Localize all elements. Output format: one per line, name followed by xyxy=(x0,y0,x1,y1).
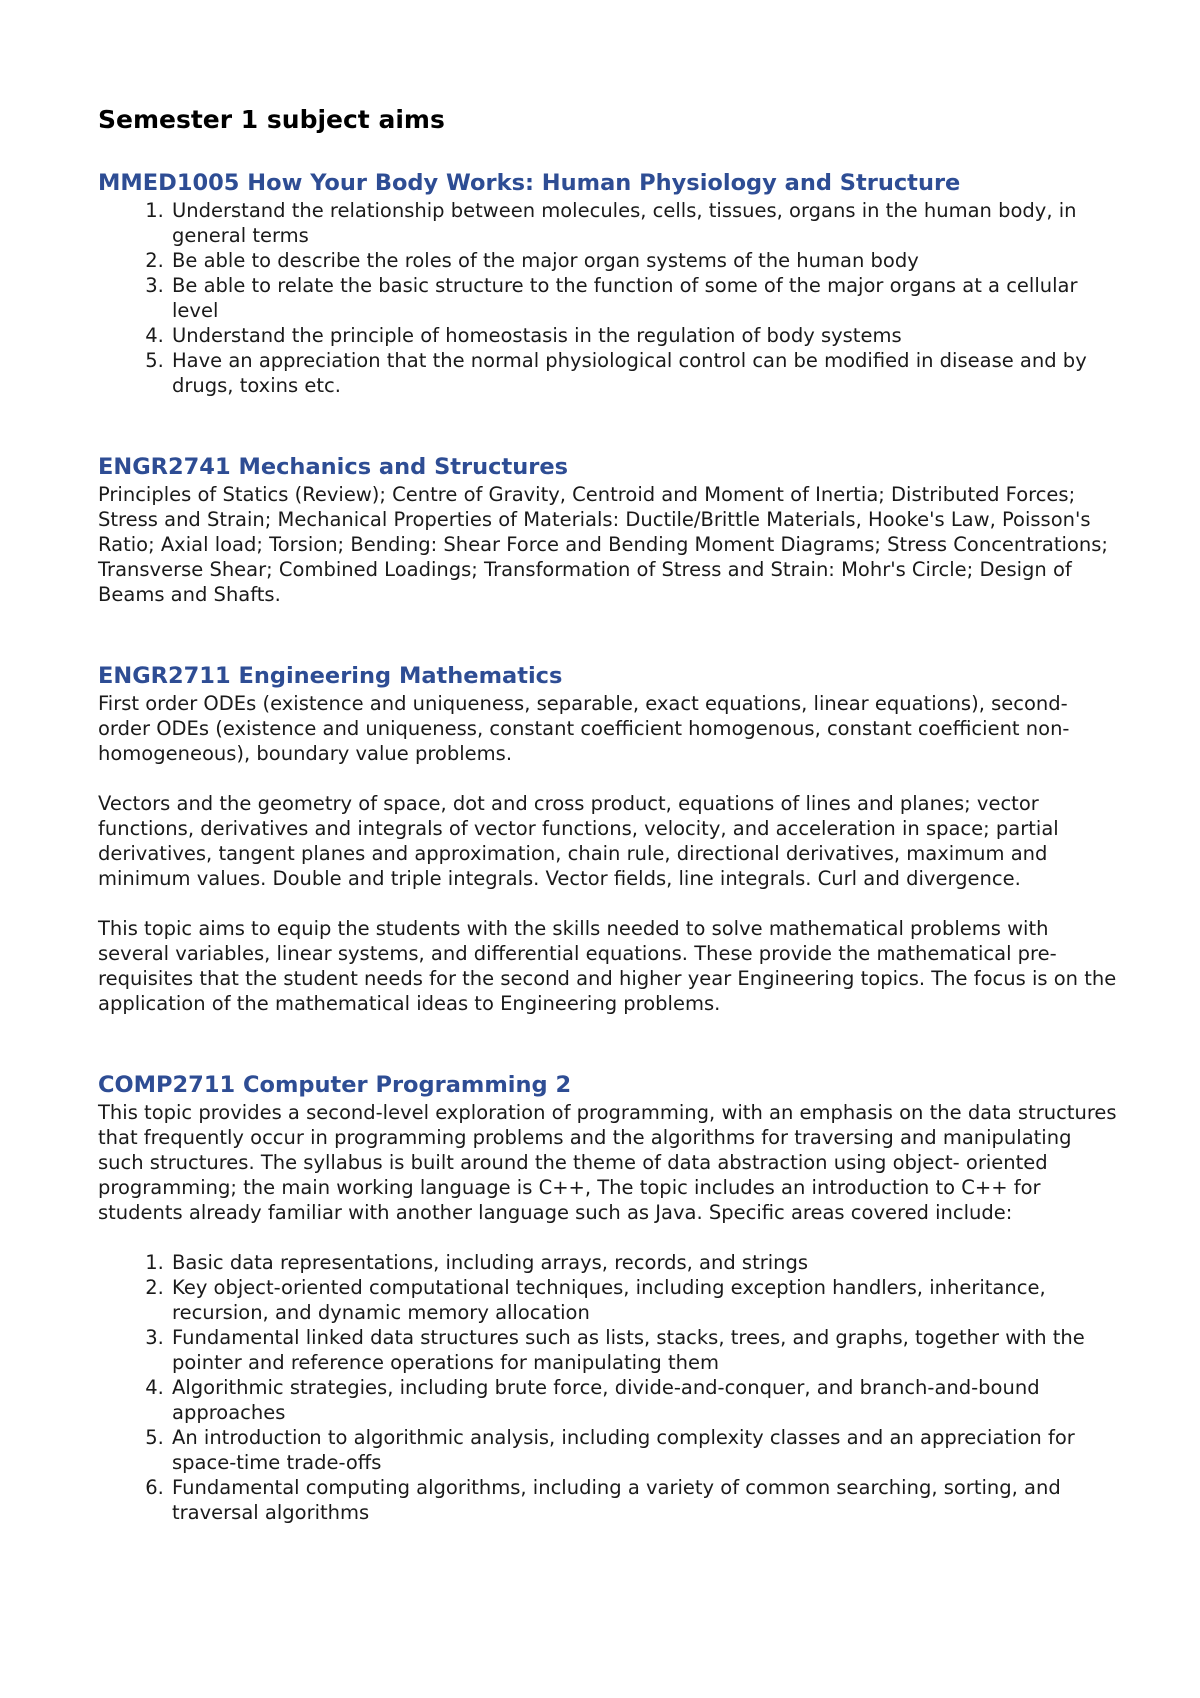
list-item: 4. Algorithmic strategies, including brute force, divide-and-conquer, and branch-and-bound approaches xyxy=(170,1375,1118,1425)
section-engr2711 xyxy=(98,661,1118,1016)
section-heading-engr2711: ENGR2711 Engineering Mathematics xyxy=(98,663,563,689)
spacer xyxy=(98,398,1118,452)
comp2711-areas-list xyxy=(98,1250,1118,1525)
engr2711-paragraph-vectors: Vectors and the geometry of space, dot and cross product, equations of lines and planes; vector functions, derivatives and integrals of vector functions, velocity, and acceleration in space; partial derivatives, tangent planes and approximation, chain rule, directional derivatives, maximum and minimum values. Double and triple integrals. Vector fields, line integrals. Curl and divergence. xyxy=(98,792,1059,890)
engr2711-paragraph-aims: This topic aims to equip the students with the skills needed to solve mathematical problems with several variables, linear systems, and differential equations. These provide the mathematical pre-requisites that the student needs for the second and higher year Engineering topics. The focus is on the application of the mathematical ideas to Engineering problems. xyxy=(98,917,1117,1015)
list-item: 5. Have an appreciation that the normal physiological control can be modified in disease and by drugs, toxins etc. xyxy=(170,348,1118,398)
engr2711-paragraph-odes: First order ODEs (existence and uniqueness, separable, exact equations, linear equations), second-order ODEs (existence and uniqueness, constant coefficient homogenous, constant coefficient non-homogeneous), boundary value problems. xyxy=(98,692,1070,765)
spacer xyxy=(98,1016,1118,1070)
section-heading-comp2711: COMP2711 Computer Programming 2 xyxy=(98,1072,572,1098)
engr2741-description: Principles of Statics (Review); Centre of Gravity, Centroid and Moment of Inertia; Distributed Forces; Stress and Strain; Mechanical Properties of Materials: Ductile/Brittle Materials, Hooke's Law, Poisson's Ratio; Axial load; Torsion; Bending: Shear Force and Bending Moment Diagrams; Stress Concentrations; Transverse Shear; Combined Loadings; Transformation of Stress and Strain: Mohr's Circle; Design of Beams and Shafts. xyxy=(98,483,1108,606)
list-item: 1. Basic data representations, including arrays, records, and strings xyxy=(170,1250,1118,1275)
section-heading-engr2741: ENGR2741 Mechanics and Structures xyxy=(98,454,569,480)
document-page xyxy=(98,100,1118,1525)
list-item: 2. Be able to describe the roles of the major organ systems of the human body xyxy=(170,248,1118,273)
mmed1005-aims-list xyxy=(98,198,1118,398)
list-item: 3. Be able to relate the basic structure to the function of some of the major organs at a cellular level xyxy=(170,273,1118,323)
section-engr2741 xyxy=(98,452,1118,607)
list-item: 4. Understand the principle of homeostasis in the regulation of body systems xyxy=(170,323,1118,348)
list-item: 2. Key object-oriented computational techniques, including exception handlers, inheritance, recursion, and dynamic memory allocation xyxy=(170,1275,1118,1325)
spacer xyxy=(98,607,1118,661)
list-item: 6. Fundamental computing algorithms, including a variety of common searching, sorting, and traversal algorithms xyxy=(170,1475,1118,1525)
spacer xyxy=(98,1225,1118,1250)
comp2711-description: This topic provides a second-level exploration of programming, with an emphasis on the data structures that frequently occur in programming problems and the algorithms for traversing and manipulating such structures. The syllabus is built around the theme of data abstraction using object- oriented programming; the main working language is C++, The topic includes an introduction to C++ for students already familiar with another language such as Java. Specific areas covered include: xyxy=(98,1101,1117,1224)
section-mmed1005 xyxy=(98,168,1118,398)
section-heading-mmed1005: MMED1005 How Your Body Works: Human Physiology and Structure xyxy=(98,170,961,196)
list-item: 3. Fundamental linked data structures such as lists, stacks, trees, and graphs, together with the pointer and reference operations for manipulating them xyxy=(170,1325,1118,1375)
document-title: Semester 1 subject aims xyxy=(98,105,445,134)
list-item: 1. Understand the relationship between molecules, cells, tissues, organs in the human body, in general terms xyxy=(170,198,1118,248)
section-comp2711 xyxy=(98,1070,1118,1525)
list-item: 5. An introduction to algorithmic analysis, including complexity classes and an appreciation for space-time trade-offs xyxy=(170,1425,1118,1475)
